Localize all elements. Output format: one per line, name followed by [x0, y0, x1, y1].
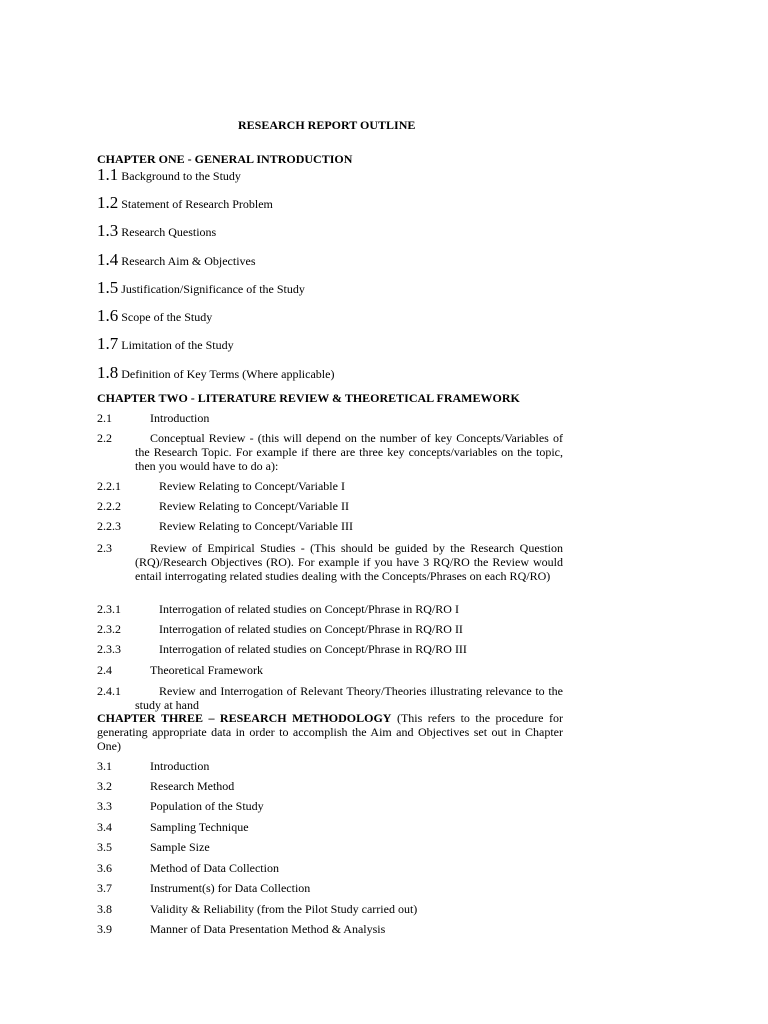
- item-number: 1.4: [97, 250, 119, 269]
- item-text: Interrogation of related studies on Concept/Phrase in RQ/RO III: [159, 642, 467, 656]
- outline-item-2-3: [97, 541, 563, 583]
- outline-item-1-8: [97, 363, 335, 382]
- chapter-three-title: CHAPTER THREE – RESEARCH METHODOLOGY: [97, 711, 392, 725]
- item-number: 1.1: [97, 165, 119, 184]
- outline-item-3-7: [97, 881, 563, 895]
- outline-item-2-2-3: [97, 519, 563, 533]
- outline-item-3-6: [97, 861, 563, 875]
- item-number: 1.3: [97, 221, 119, 240]
- item-text: Research Method: [150, 779, 235, 793]
- item-number: 3.2: [97, 779, 112, 793]
- item-number: 2.3.3: [97, 642, 121, 656]
- outline-item-1-2: [97, 193, 273, 212]
- outline-item-1-4: [97, 250, 256, 269]
- item-text: Method of Data Collection: [150, 861, 279, 875]
- item-number: 3.9: [97, 922, 112, 936]
- outline-item-3-5: [97, 840, 563, 854]
- document-title: RESEARCH REPORT OUTLINE: [238, 118, 416, 132]
- item-text: Review Relating to Concept/Variable III: [159, 519, 353, 533]
- item-text: Manner of Data Presentation Method & Analysis: [150, 922, 386, 936]
- item-number: 2.2.2: [97, 499, 121, 513]
- item-number: 3.4: [97, 820, 112, 834]
- item-text: Review of Empirical Studies - (This should be guided by the Research Question (RQ)/Research Objectives (RO). For example if you have 3 RQ/RO the Review would entail interrogating related studies dealing with the Concepts/Phrases on each RQ/RO): [135, 541, 563, 583]
- item-number: 3.5: [97, 840, 112, 854]
- item-text: Limitation of the Study: [121, 338, 234, 352]
- item-text: Population of the Study: [150, 799, 264, 813]
- item-text: Sample Size: [150, 840, 210, 854]
- outline-item-1-1: [97, 165, 241, 184]
- item-number: 3.7: [97, 881, 112, 895]
- outline-item-2-4-1: [97, 684, 563, 712]
- item-text: Review Relating to Concept/Variable I: [159, 479, 345, 493]
- item-text: Conceptual Review - (this will depend on the number of key Concepts/Variables of the Research Topic. For example if there are three key concepts/variables on the topic, then you would have to do a):: [135, 431, 563, 473]
- item-number: 1.6: [97, 306, 119, 325]
- outline-item-3-1: [97, 759, 563, 773]
- item-text: Introduction: [150, 411, 210, 425]
- outline-item-3-9: [97, 922, 563, 936]
- item-text: Introduction: [150, 759, 210, 773]
- item-number: 2.1: [97, 411, 112, 425]
- item-number: 2.4.1: [97, 684, 121, 698]
- item-text: Review and Interrogation of Relevant Theory/Theories illustrating relevance to the study at hand: [135, 684, 563, 712]
- item-number: 3.8: [97, 902, 112, 916]
- item-text: Background to the Study: [121, 169, 241, 183]
- chapter-three-note: (This refers to the procedure for generating appropriate data in order to accomplish the Aim and Objectives set out in Chapter One): [97, 711, 563, 753]
- item-number: 2.2: [97, 431, 112, 445]
- outline-item-2-2-2: [97, 499, 563, 513]
- item-text: Review Relating to Concept/Variable II: [159, 499, 349, 513]
- chapter-one-heading: CHAPTER ONE - GENERAL INTRODUCTION: [97, 152, 353, 166]
- item-number: 3.1: [97, 759, 112, 773]
- chapter-three-heading: [97, 711, 563, 753]
- outline-item-1-5: [97, 278, 305, 297]
- outline-item-2-2-1: [97, 479, 563, 493]
- item-text: Interrogation of related studies on Concept/Phrase in RQ/RO I: [159, 602, 459, 616]
- outline-item-3-2: [97, 779, 563, 793]
- outline-item-2-3-3: [97, 642, 563, 656]
- outline-item-2-3-1: [97, 602, 563, 616]
- item-text: Sampling Technique: [150, 820, 249, 834]
- item-text: Research Aim & Objectives: [121, 254, 256, 268]
- item-text: Scope of the Study: [121, 310, 213, 324]
- outline-item-1-7: [97, 334, 234, 353]
- item-number: 2.3.2: [97, 622, 121, 636]
- item-text: Interrogation of related studies on Concept/Phrase in RQ/RO II: [159, 622, 463, 636]
- item-number: 2.3: [97, 541, 112, 555]
- item-text: Instrument(s) for Data Collection: [150, 881, 311, 895]
- item-number: 1.8: [97, 363, 119, 382]
- outline-item-3-8: [97, 902, 563, 916]
- outline-item-2-2: [97, 431, 563, 473]
- item-number: 2.4: [97, 663, 112, 677]
- item-number: 3.3: [97, 799, 112, 813]
- item-number: 1.7: [97, 334, 119, 353]
- item-number: 2.2.3: [97, 519, 121, 533]
- outline-item-3-4: [97, 820, 563, 834]
- outline-item-3-3: [97, 799, 563, 813]
- item-text: Justification/Significance of the Study: [121, 282, 305, 296]
- item-text: Definition of Key Terms (Where applicable): [121, 367, 335, 381]
- outline-item-1-6: [97, 306, 213, 325]
- outline-item-2-3-2: [97, 622, 563, 636]
- item-number: 1.5: [97, 278, 119, 297]
- outline-item-2-4: [97, 663, 563, 677]
- item-number: 2.2.1: [97, 479, 121, 493]
- item-number: 3.6: [97, 861, 112, 875]
- item-number: 1.2: [97, 193, 119, 212]
- item-text: Statement of Research Problem: [121, 197, 273, 211]
- item-number: 2.3.1: [97, 602, 121, 616]
- outline-item-2-1: [97, 411, 563, 425]
- chapter-two-heading: CHAPTER TWO - LITERATURE REVIEW & THEORETICAL FRAMEWORK: [97, 391, 520, 405]
- item-text: Research Questions: [121, 225, 217, 239]
- item-text: Validity & Reliability (from the Pilot Study carried out): [150, 902, 418, 916]
- outline-item-1-3: [97, 221, 217, 240]
- item-text: Theoretical Framework: [150, 663, 263, 677]
